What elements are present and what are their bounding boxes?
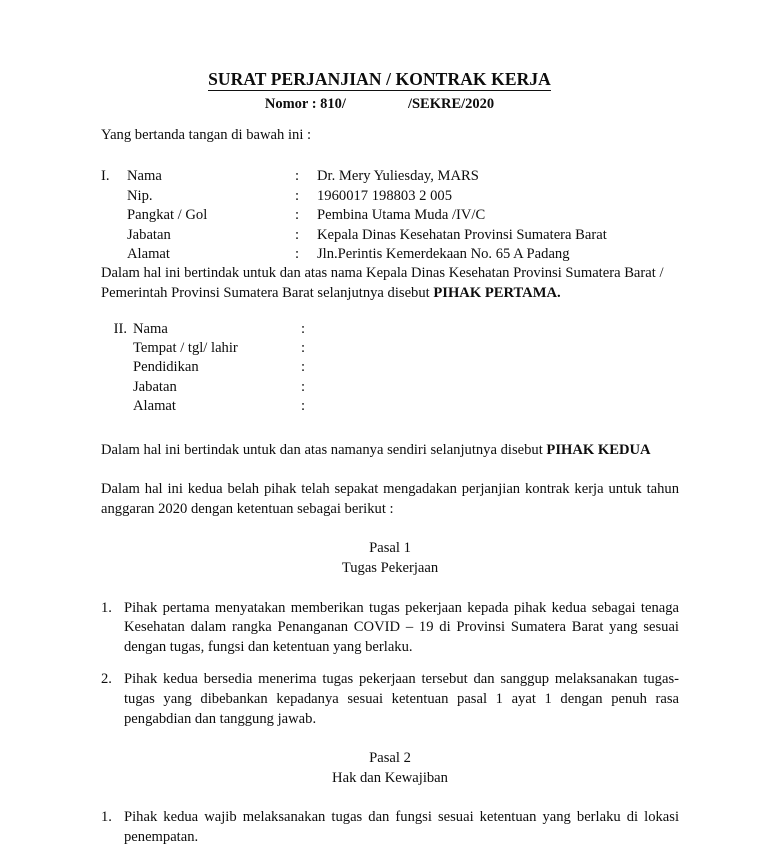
party-one-row-nama (101, 167, 679, 186)
field-value-pangkat: Pembina Utama Muda /IV/C (317, 207, 486, 224)
field-label-alamat: Alamat (127, 246, 170, 263)
spacer-cell (101, 378, 133, 397)
field-label-tempat-lahir: Tempat / tgl/ lahir (133, 340, 238, 357)
field-colon: : (301, 398, 306, 415)
field-colon: : (301, 359, 306, 376)
field-label-nama: Nama (133, 320, 168, 337)
party-two-roman: II. (113, 320, 127, 337)
article-1-heading: Pasal 1 (369, 540, 411, 557)
clause-text: Pihak kedua wajib melaksanakan tugas dan fungsi sesuai ketentuan yang berlaku di lokasi penempatan. (124, 809, 679, 845)
field-label-jabatan: Jabatan (133, 378, 177, 395)
spacer-cell (101, 226, 127, 245)
spacer-cell (101, 358, 133, 377)
field-value-nama[interactable] (323, 320, 679, 339)
party-two-row-jabatan (101, 378, 679, 397)
document-number-prefix: Nomor : 810/ (264, 96, 346, 112)
party-one-fields (101, 167, 679, 264)
spacer-cell (101, 245, 127, 264)
field-value-jabatan: Kepala Dinas Kesehatan Provinsi Sumatera Barat (317, 226, 607, 243)
agreement-paragraph: Dalam hal ini kedua belah pihak telah sepakat mengadakan perjanjian kontrak kerja untuk tahun anggaran 2020 dengan ketentuan sebagai berikut : (101, 481, 679, 517)
party-two-row-nama (101, 320, 679, 339)
article-1-clause-1 (101, 599, 679, 658)
field-value-alamat[interactable] (323, 397, 679, 416)
article-2-heading: Pasal 2 (369, 750, 411, 767)
clause-number: 2. (101, 671, 112, 688)
field-value-nip: 1960017 198803 2 005 (317, 187, 452, 204)
field-value-pendidikan[interactable] (323, 358, 679, 377)
field-label-pangkat: Pangkat / Gol (127, 207, 208, 224)
article-2-subheading: Hak dan Kewajiban (332, 769, 448, 786)
field-value-tempat-lahir[interactable] (323, 339, 679, 358)
field-value-jabatan[interactable] (323, 378, 679, 397)
field-label-nama: Nama (127, 168, 162, 185)
article-2-clause-1 (101, 808, 679, 847)
field-colon: : (295, 168, 300, 185)
document-body (101, 126, 679, 848)
field-colon: : (301, 378, 306, 395)
clause-text: Pihak pertama menyatakan memberikan tugas pekerjaan kepada pihak kedua sebagai tenaga Kesehatan dalam rangka Penanganan COVID – 19 di Provinsi Sumatera Barat yang sesuai dengan tugas, fungsi dan ketentuan yang berlaku. (124, 599, 679, 655)
document-number-suffix: /SEKRE/2020 (407, 96, 495, 112)
clause-number: 1. (101, 809, 112, 826)
party-one-row-nip (101, 187, 679, 206)
party-two-statement-text: Dalam hal ini bertindak untuk dan atas namanya sendiri selanjutnya disebut (101, 441, 547, 458)
party-two-row-pendidikan (101, 358, 679, 377)
party-one-row-jabatan (101, 226, 679, 245)
party-two-fields (101, 320, 679, 417)
spacer-cell (101, 187, 127, 206)
field-colon: : (295, 207, 300, 224)
document-number (0, 95, 759, 114)
spacer-cell (101, 206, 127, 225)
party-two-statement (101, 441, 679, 461)
party-one-roman: I. (101, 168, 110, 185)
field-colon: : (301, 320, 306, 337)
document-title: SURAT PERJANJIAN / KONTRAK KERJA (208, 69, 551, 89)
document-header (0, 68, 759, 114)
field-label-alamat: Alamat (133, 398, 176, 415)
spacer-cell (101, 339, 133, 358)
field-label-pendidikan: Pendidikan (133, 359, 199, 376)
field-colon: : (295, 246, 300, 263)
party-two-row-alamat (101, 397, 679, 416)
field-colon: : (301, 340, 306, 357)
party-one-statement (101, 264, 679, 303)
party-one-designation: PIHAK PERTAMA. (433, 285, 561, 302)
article-1-subheading: Tugas Pekerjaan (341, 560, 439, 577)
field-value-nama: Dr. Mery Yuliesday, MARS (317, 168, 479, 185)
party-one-row-pangkat (101, 206, 679, 225)
party-two-row-tempat-lahir (101, 339, 679, 358)
field-colon: : (295, 187, 300, 204)
field-label-nip: Nip. (127, 187, 153, 204)
article-1-clause-2 (101, 670, 679, 729)
clause-text: Pihak kedua bersedia menerima tugas pekerjaan tersebut dan sanggup melaksanakan tugas-tugas yang dibebankan kepadanya sesuai ketentuan pasal 1 ayat 1 dengan penuh rasa pengabdian dan tanggung jawab. (124, 671, 679, 727)
field-value-alamat: Jln.Perintis Kemerdekaan No. 65 A Padang (317, 246, 570, 263)
party-one-statement-text: Dalam hal ini bertindak untuk dan atas nama Kepala Dinas Kesehatan Provinsi Sumatera Barat / Pemerintah Provinsi Sumatera Barat selanjutnya disebut (101, 265, 664, 302)
spacer-cell (101, 397, 133, 416)
intro-line: Yang bertanda tangan di bawah ini : (101, 127, 312, 143)
field-label-jabatan: Jabatan (127, 226, 171, 243)
field-colon: : (295, 226, 300, 243)
clause-number: 1. (101, 599, 112, 616)
party-two-designation: PIHAK KEDUA (546, 441, 651, 458)
party-one-row-alamat (101, 245, 679, 264)
